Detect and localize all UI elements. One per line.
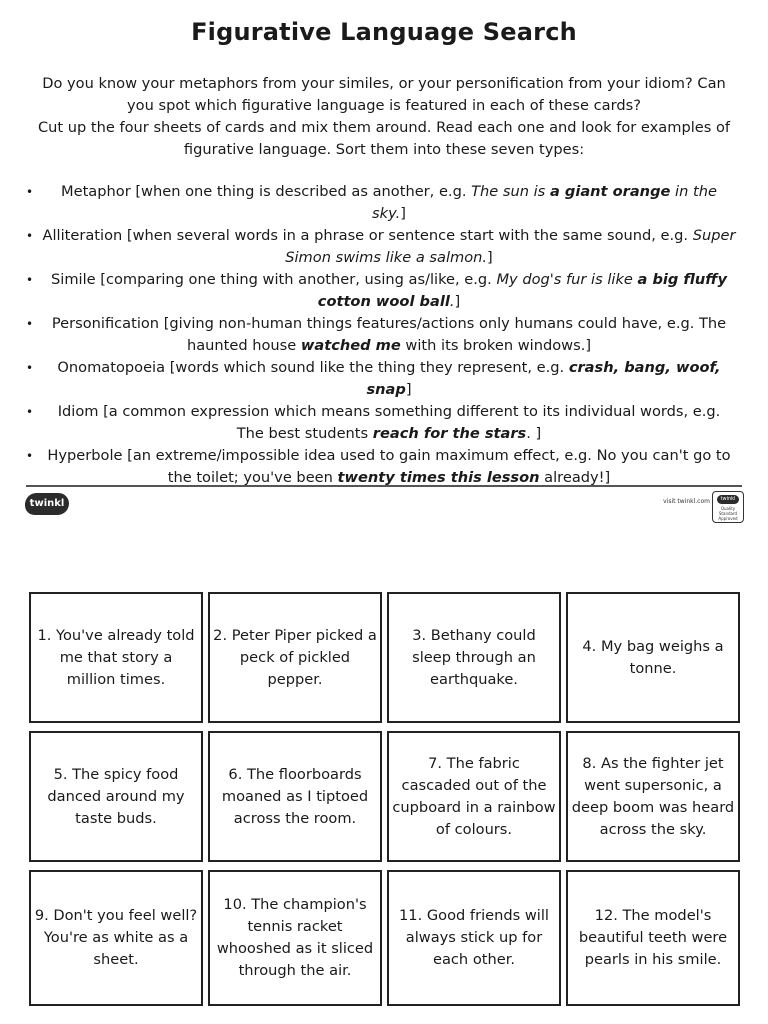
type-idiom: • Idiom [a common expression which means something different to its individual words, e.g. The best students reach for the stars. ] bbox=[20, 401, 742, 445]
card-4: 4. My bag weighs a tonne. bbox=[566, 592, 740, 723]
twinkl-logo: twinkl bbox=[25, 493, 69, 515]
type-onomatopoeia: • Onomatopoeia [words which sound like the thing they represent, e.g. crash, bang, woof, snap] bbox=[20, 357, 742, 401]
badge-caption: Quality Standard Approved bbox=[718, 506, 738, 521]
quality-badge-icon bbox=[712, 491, 744, 523]
card-12: 12. The model's beautiful teeth were pearls in his smile. bbox=[566, 870, 740, 1006]
figurative-types-list bbox=[20, 181, 742, 489]
card-2: 2. Peter Piper picked a peck of pickled pepper. bbox=[208, 592, 382, 723]
badge-logo: twinkl bbox=[717, 495, 739, 504]
intro-text bbox=[28, 73, 740, 161]
card-8: 8. As the fighter jet went supersonic, a deep boom was heard across the sky. bbox=[566, 731, 740, 862]
card-5: 5. The spicy food danced around my taste buds. bbox=[29, 731, 203, 862]
type-alliteration: • Alliteration [when several words in a phrase or sentence start with the same sound, e.g. Super Simon swims like a salmon.] bbox=[20, 225, 742, 269]
card-11: 11. Good friends will always stick up for each other. bbox=[387, 870, 561, 1006]
card-10: 10. The champion's tennis racket whooshed as it sliced through the air. bbox=[208, 870, 382, 1006]
intro-paragraph-2: Cut up the four sheets of cards and mix them around. Read each one and look for examples of figurative language. Sort them into these seven types: bbox=[37, 119, 731, 158]
type-metaphor: • Metaphor [when one thing is described as another, e.g. The sun is a giant orange in the sky.] bbox=[20, 181, 742, 225]
page-title: Figurative Language Search bbox=[191, 18, 577, 46]
card-1: 1. You've already told me that story a million times. bbox=[29, 592, 203, 723]
type-personification: • Personification [giving non-human things features/actions only humans could have, e.g. The haunted house watched me with its broken windows.] bbox=[20, 313, 742, 357]
card-9: 9. Don't you feel well? You're as white as a sheet. bbox=[29, 870, 203, 1006]
visit-link[interactable]: visit twinkl.com bbox=[663, 498, 710, 505]
intro-paragraph-1: Do you know your metaphors from your similes, or your personification from your idiom? Can you spot which figurative language is featured in each of these cards? bbox=[42, 75, 726, 114]
card-3: 3. Bethany could sleep through an earthquake. bbox=[387, 592, 561, 723]
card-7: 7. The fabric cascaded out of the cupboard in a rainbow of colours. bbox=[387, 731, 561, 862]
type-hyperbole: • Hyperbole [an extreme/impossible idea used to gain maximum effect, e.g. No you can't go to the toilet; you've been twenty times this lesson already!] bbox=[20, 445, 742, 489]
type-simile: • Simile [comparing one thing with another, using as/like, e.g. My dog's fur is like a big fluffy cotton wool ball.] bbox=[20, 269, 742, 313]
card-6: 6. The floorboards moaned as I tiptoed across the room. bbox=[208, 731, 382, 862]
divider bbox=[26, 485, 742, 487]
